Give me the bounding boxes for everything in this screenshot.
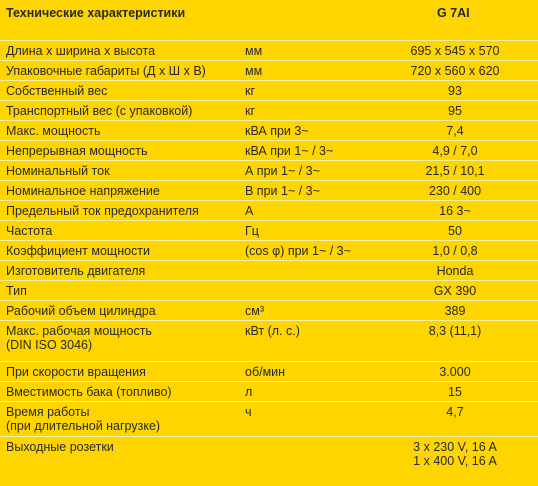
spec-param: Частота: [6, 224, 53, 238]
spec-value-line: 93: [448, 84, 462, 98]
spec-unit: кг: [245, 84, 256, 98]
spec-unit: об/мин: [245, 365, 286, 379]
spec-value-line: 7,4: [446, 124, 464, 138]
spec-value-line: 3 x 230 V, 16 A: [413, 440, 497, 454]
spec-param: Время работы (при длительной нагрузке): [6, 405, 161, 433]
spec-param: Собственный вес: [6, 84, 108, 98]
spec-value-line: 21,5 / 10,1: [425, 164, 485, 178]
spec-value-line: 4,7: [446, 405, 464, 419]
spec-param: Рабочий объем цилиндра: [6, 304, 156, 318]
spec-unit: кВА при 1~ / 3~: [245, 144, 334, 158]
spec-row: [0, 280, 538, 301]
spec-unit: мм: [245, 64, 263, 78]
spec-value-line: 8,3 (11,1): [428, 324, 482, 338]
spec-param: При скорости вращения: [6, 365, 146, 379]
spec-unit: А: [245, 204, 254, 218]
spec-value: [395, 284, 515, 298]
spec-value-line: 4,9 / 7,0: [432, 144, 478, 158]
spec-value-line: 15: [448, 385, 462, 399]
spec-unit: ч: [245, 405, 252, 419]
spec-value-line: 720 x 560 x 620: [410, 64, 500, 78]
spec-value: [395, 64, 515, 78]
spec-param: Предельный ток предохранителя: [6, 204, 199, 218]
spec-title: Технические характеристики: [6, 6, 186, 20]
spec-row: [0, 120, 538, 141]
model-name: G 7AI: [437, 6, 470, 20]
spec-row: [0, 320, 538, 362]
spec-unit: кг: [245, 104, 256, 118]
spec-value: [395, 440, 515, 468]
spec-param: Изготовитель двигателя: [6, 264, 146, 278]
spec-param: Макс. рабочая мощность (DIN ISO 3046): [6, 324, 152, 352]
spec-param: Длина x ширина x высота: [6, 44, 156, 58]
spec-value: [395, 244, 515, 258]
spec-row: [0, 80, 538, 101]
spec-unit: см³: [245, 304, 265, 318]
spec-value-line: 1,0 / 0,8: [432, 244, 478, 258]
spec-param: Непрерывная мощность: [6, 144, 148, 158]
spec-unit: кВА при 3~: [245, 124, 309, 138]
spec-value: [395, 224, 515, 238]
spec-row: [0, 180, 538, 201]
spec-value-line: 95: [448, 104, 462, 118]
spec-unit: л: [245, 385, 253, 399]
spec-row: [0, 200, 538, 221]
spec-value-line: 695 x 545 x 570: [410, 44, 500, 58]
spec-param: Номинальное напряжение: [6, 184, 160, 198]
spec-value: [395, 104, 515, 118]
spec-value: [395, 164, 515, 178]
spec-param: Выходные розетки: [6, 440, 114, 454]
spec-row: [0, 240, 538, 261]
spec-value: [395, 84, 515, 98]
spec-row: [0, 100, 538, 121]
spec-unit: (cos φ) при 1~ / 3~: [245, 244, 351, 258]
spec-row: [0, 401, 538, 437]
spec-unit: кВт (л. с.): [245, 324, 300, 338]
spec-param: Макс. мощность: [6, 124, 101, 138]
spec-value: [395, 184, 515, 198]
spec-value: [395, 385, 515, 399]
spec-row: [0, 40, 538, 61]
spec-param: Номинальный ток: [6, 164, 110, 178]
spec-value: [395, 365, 515, 379]
spec-value-line: 50: [448, 224, 462, 238]
spec-unit: Гц: [245, 224, 259, 238]
spec-param: Тип: [6, 284, 27, 298]
spec-value: [395, 204, 515, 218]
spec-row: [0, 140, 538, 161]
spec-value: [395, 144, 515, 158]
spec-unit: А при 1~ / 3~: [245, 164, 320, 178]
spec-value-line: 389: [444, 304, 466, 318]
spec-value-line: 1 x 400 V, 16 A: [413, 454, 497, 468]
spec-param: Коэффициент мощности: [6, 244, 151, 258]
spec-value: [395, 405, 515, 419]
spec-row: [0, 436, 538, 486]
spec-value-line: GX 390: [433, 284, 477, 298]
spec-row: [0, 60, 538, 81]
spec-value-line: 16 3~: [439, 204, 471, 218]
spec-value-line: 230 / 400: [428, 184, 482, 198]
spec-row: [0, 160, 538, 181]
spec-row: [0, 361, 538, 382]
spec-unit: мм: [245, 44, 263, 58]
spec-value: [395, 44, 515, 58]
spec-value: [395, 124, 515, 138]
spec-row: [0, 260, 538, 281]
spec-param: Вместимость бака (топливо): [6, 385, 172, 399]
spec-header: [0, 0, 538, 26]
spec-row: [0, 220, 538, 241]
spec-value-line: 3.000: [439, 365, 471, 379]
spec-value: [395, 264, 515, 278]
spec-value: [395, 324, 515, 338]
spec-row: [0, 381, 538, 402]
spec-value-line: Honda: [436, 264, 474, 278]
spec-param: Упаковочные габариты (Д x Ш x В): [6, 64, 206, 78]
spec-param: Транспортный вес (с упаковкой): [6, 104, 193, 118]
spec-value: [395, 304, 515, 318]
spec-unit: В при 1~ / 3~: [245, 184, 320, 198]
spec-row: [0, 300, 538, 321]
